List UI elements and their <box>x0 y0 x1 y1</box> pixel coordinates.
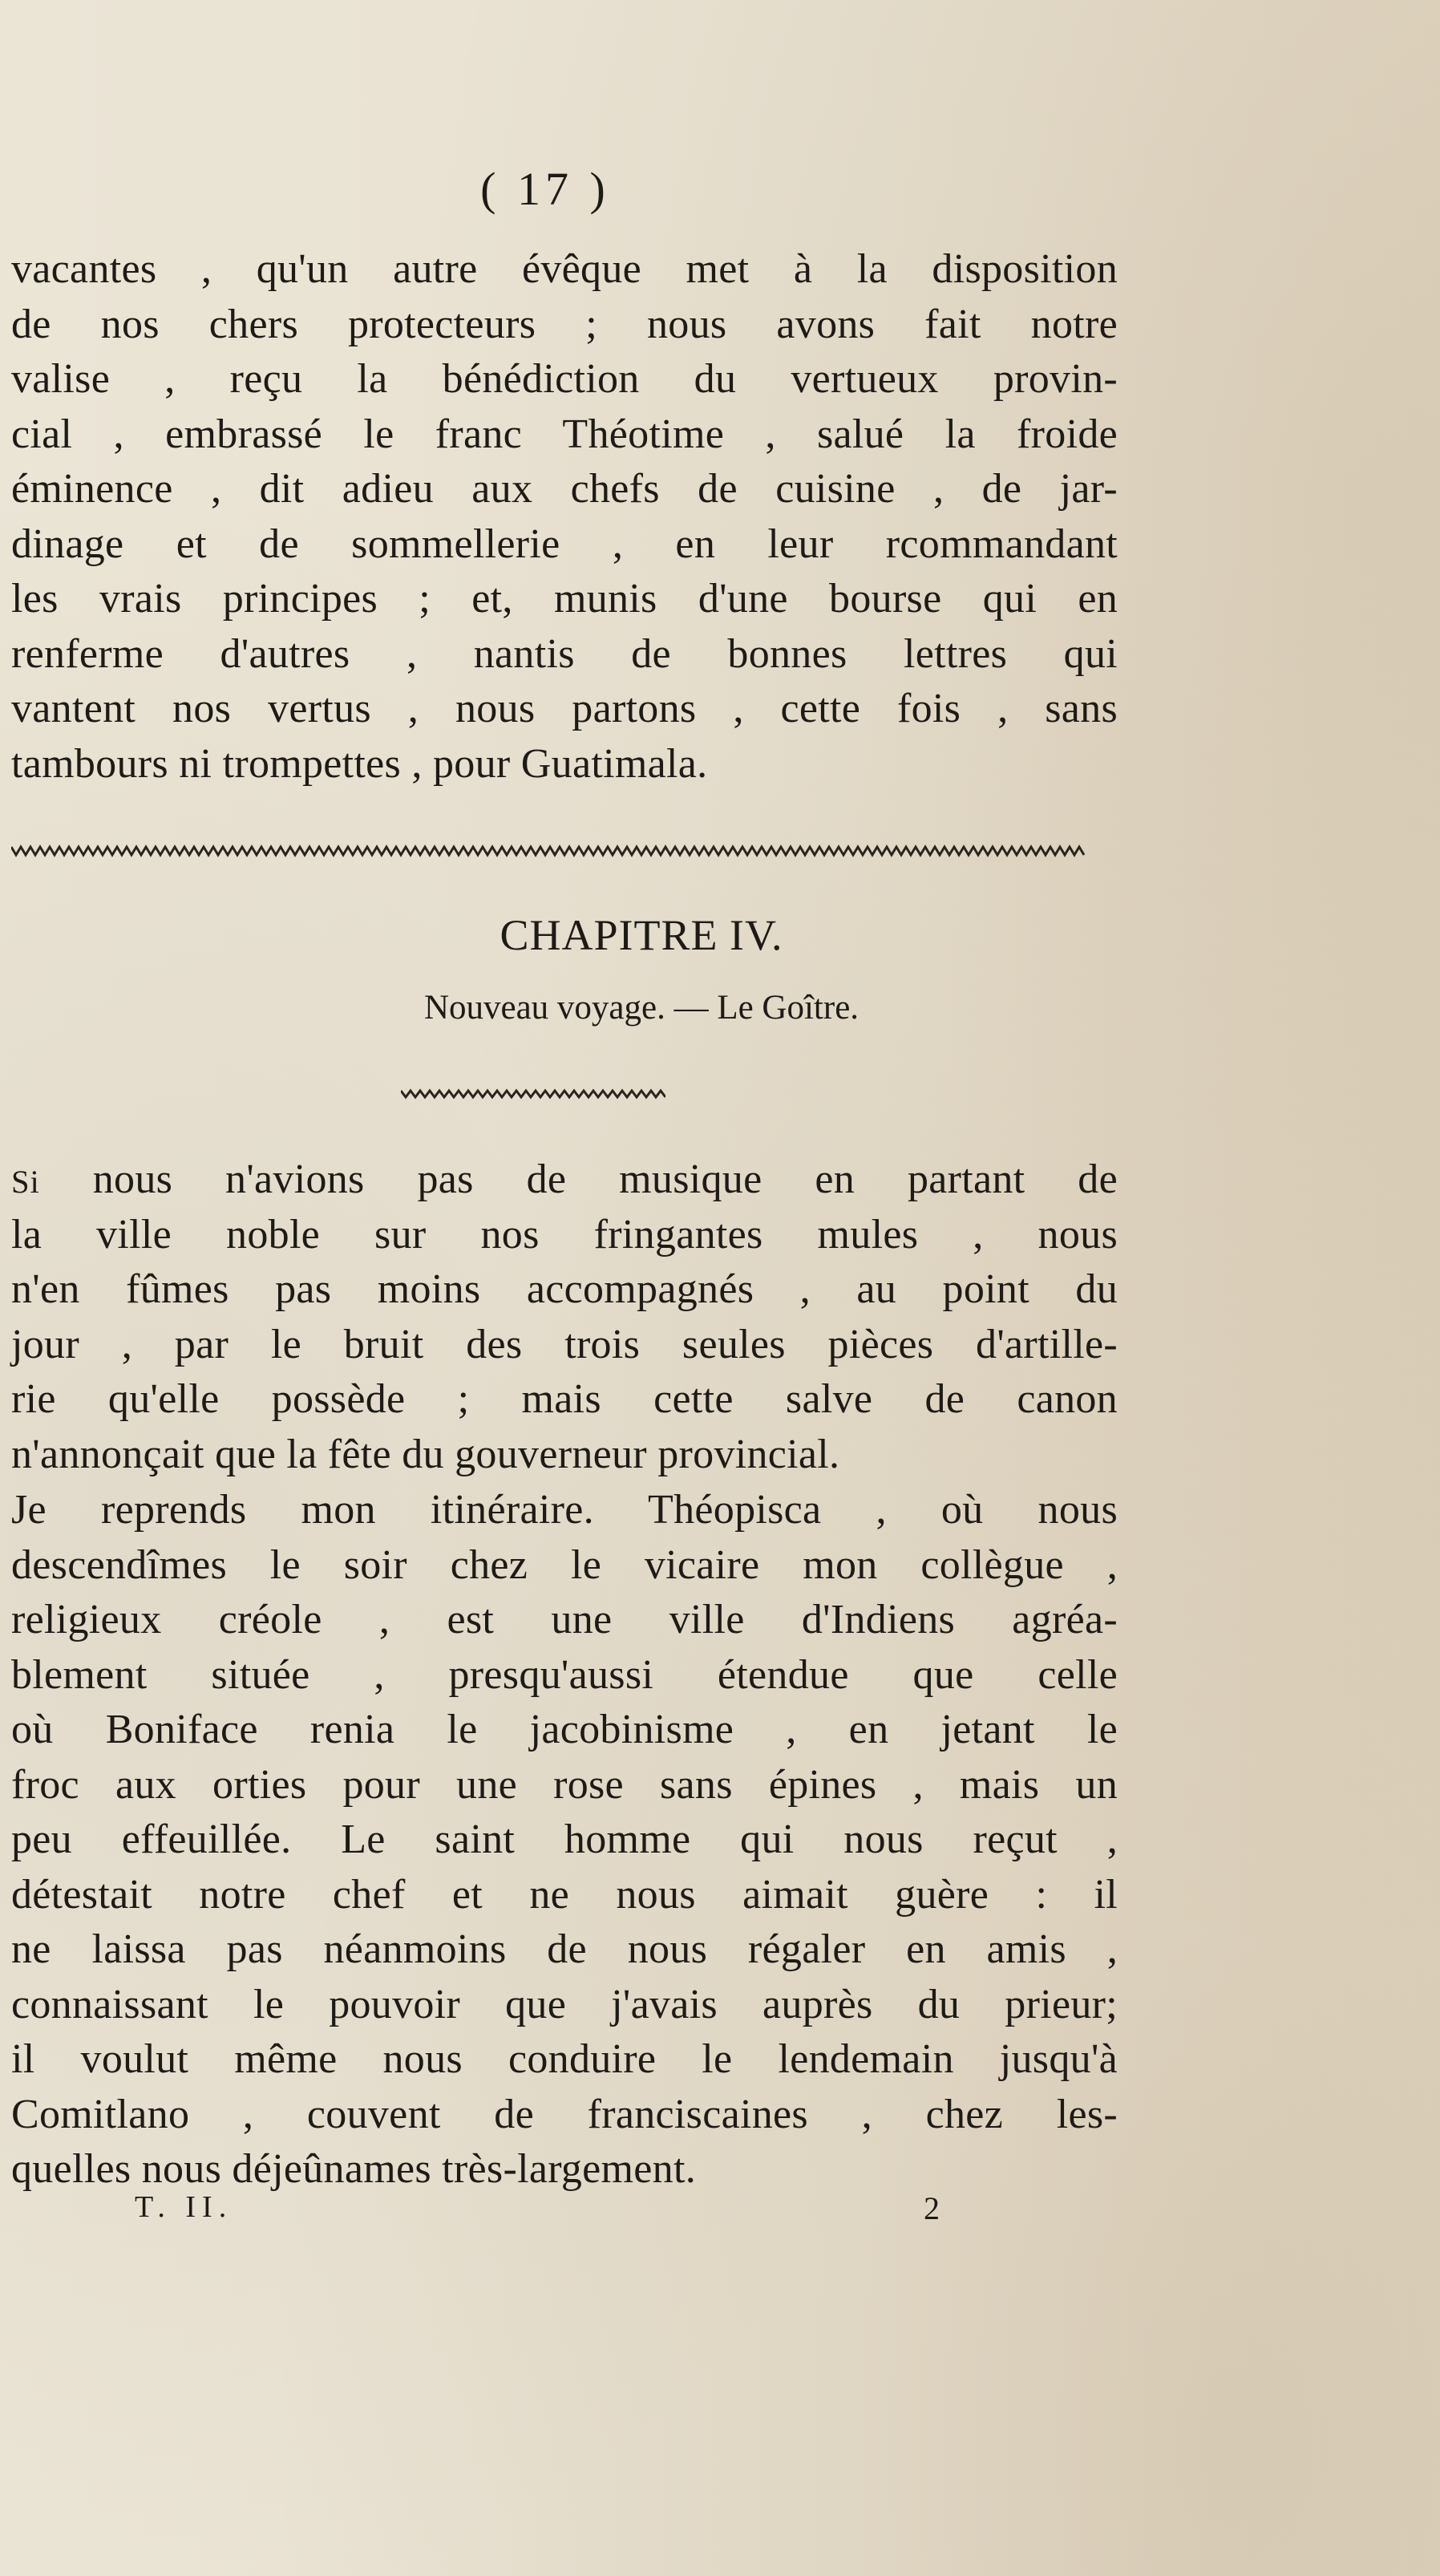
text-line: quelles nous déjeûnames très-largement. <box>11 2146 697 2192</box>
text-line: vantent nos vertus , nous partons , cette fois , sans <box>11 686 1118 731</box>
text-line: Je reprends mon itinéraire. Théopisca , où nous <box>11 1487 1118 1533</box>
text-line: rie qu'elle possède ; mais cette salve de canon <box>11 1376 1118 1422</box>
text-line: n'annonçait que la fête du gouverneur provincial. <box>11 1431 840 1477</box>
text-line: descendîmes le soir chez le vicaire mon collègue , <box>11 1541 1118 1588</box>
text-line: où Boniface renia le jacobinisme , en jetant le <box>11 1707 1118 1752</box>
paragraph-continued <box>0 242 1118 792</box>
text-line: vacantes , qu'un autre évêque met à la disposition <box>11 246 1118 292</box>
chapter-title: CHAPITRE IV. <box>500 911 783 959</box>
chapter-subtitle: Nouveau voyage. — Le Goître. <box>423 989 860 1027</box>
text-line: n'en fûmes pas moins accompagnés , au point du <box>11 1266 1118 1312</box>
text-line: jour , par le bruit des trois seules pièces d'artille- <box>11 1321 1118 1367</box>
text-line: froc aux orties pour une rose sans épines , mais un <box>11 1761 1118 1808</box>
paragraph-1 <box>0 1152 1118 1482</box>
text-line: religieux créole , est une ville d'Indiens agréa- <box>11 1597 1118 1642</box>
drop-word: Si <box>11 1164 40 1200</box>
text-line: les vrais principes ; et, munis d'une bourse qui en <box>11 576 1118 622</box>
text-line: dinage et de sommellerie , en leur rcommandant <box>11 520 1118 567</box>
text-line: renferme d'autres , nantis de bonnes lettres qui <box>11 630 1118 677</box>
text-line: il voulut même nous conduire le lendemain jusqu'à <box>11 2036 1118 2082</box>
ornamental-rule-short <box>401 1084 665 1104</box>
text-line: cial , embrassé le franc Théotime , salué la froide <box>11 411 1118 457</box>
text-line: blement située , presqu'aussi étendue que celle <box>11 1651 1118 1698</box>
page-number: ( 17 ) <box>480 163 610 215</box>
text-line: connaissant le pouvoir que j'avais auprès du prieur; <box>11 1981 1118 2027</box>
volume-marker: T. II. <box>135 2190 233 2224</box>
text-line: tambours ni trompettes , pour Guatimala. <box>11 740 708 787</box>
text-line: la ville noble sur nos fringantes mules , nous <box>11 1211 1118 1258</box>
paragraph-2 <box>0 1483 1118 2197</box>
text-line <box>11 1152 1118 1208</box>
signature-mark: 2 <box>924 2190 940 2226</box>
text-line: ne laissa pas néanmoins de nous régaler en amis , <box>11 1926 1118 1972</box>
text-line: Comitlano , couvent de franciscaines , chez les- <box>11 2091 1118 2137</box>
ornamental-rule <box>11 840 1086 861</box>
text-line: détestait notre chef et ne nous aimait guère : il <box>11 1871 1118 1918</box>
text-line: éminence , dit adieu aux chefs de cuisine , de jar- <box>11 466 1118 512</box>
line-rest: nous n'avions pas de musique en partant de <box>39 1156 1118 1202</box>
text-line: peu effeuillée. Le saint homme qui nous reçut , <box>11 1817 1118 1862</box>
text-line: valise , reçu la bénédiction du vertueux provin- <box>11 356 1118 402</box>
text-line: de nos chers protecteurs ; nous avons fait notre <box>11 301 1118 347</box>
